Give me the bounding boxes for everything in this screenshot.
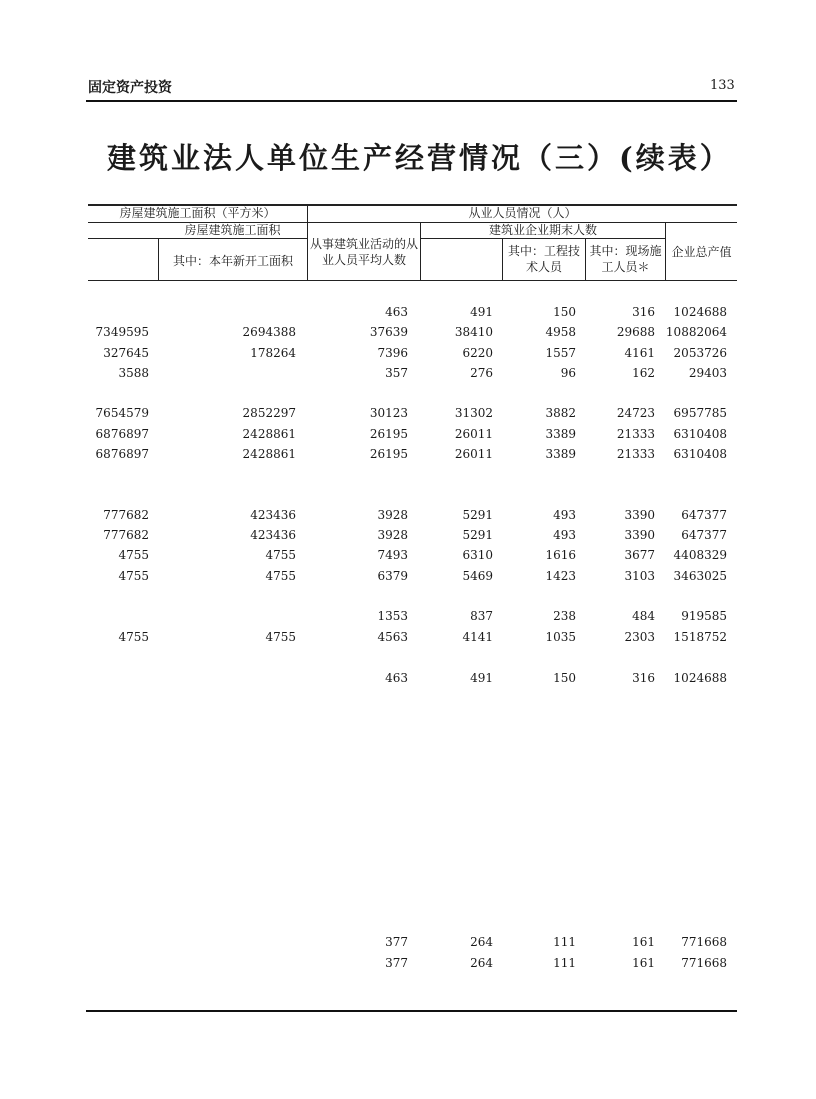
table-cell: 38410 — [454, 325, 493, 339]
table-cell: 150 — [553, 671, 576, 685]
table-cell: 4141 — [462, 630, 493, 644]
table-cell: 3677 — [624, 548, 655, 562]
table-cell: 2428861 — [242, 427, 296, 441]
table-cell: 647377 — [681, 528, 727, 542]
table-cell: 29403 — [688, 366, 727, 380]
table-cell: 4563 — [377, 630, 408, 644]
table-cell: 7493 — [377, 548, 408, 562]
table-cell: 316 — [632, 305, 655, 319]
table-cell: 2694388 — [242, 325, 296, 339]
table-cell: 5291 — [462, 528, 493, 542]
table-cell: 771668 — [681, 956, 727, 970]
table-cell: 837 — [470, 609, 493, 623]
section-label: 固定资产投资 — [88, 80, 172, 96]
table-cell: 6310 — [462, 548, 493, 562]
table-cell: 1024688 — [673, 671, 727, 685]
table-cell: 10882064 — [665, 325, 727, 339]
table-cell: 4755 — [118, 548, 149, 562]
table-cell: 21333 — [616, 447, 655, 461]
table-cell: 4755 — [118, 569, 149, 583]
table-cell: 377 — [385, 956, 408, 970]
table-cell: 111 — [553, 935, 576, 949]
table-cell: 6876897 — [95, 427, 149, 441]
table-cell: 423436 — [250, 528, 296, 542]
table-cell: 6957785 — [673, 406, 727, 420]
table-cell: 1353 — [377, 609, 408, 623]
table-cell: 327645 — [103, 346, 149, 360]
table-cell: 423436 — [250, 508, 296, 522]
table-cell: 276 — [470, 366, 493, 380]
table-cell: 491 — [470, 305, 493, 319]
table-cell: 4161 — [624, 346, 655, 360]
table-cell: 150 — [553, 305, 576, 319]
table-cell: 357 — [385, 366, 408, 380]
table-cell: 26195 — [369, 427, 408, 441]
table-cell: 238 — [553, 609, 576, 623]
column-divider — [585, 238, 586, 281]
footer-rule — [86, 1010, 737, 1012]
table-cell: 26011 — [454, 427, 493, 441]
table-cell: 6310408 — [673, 447, 727, 461]
table-cell: 26195 — [369, 447, 408, 461]
table-cell: 111 — [553, 956, 576, 970]
table-cell: 3103 — [624, 569, 655, 583]
table-cell: 777682 — [103, 528, 149, 542]
table-cell: 4755 — [265, 548, 296, 562]
table-cell: 316 — [632, 671, 655, 685]
table-cell: 491 — [470, 671, 493, 685]
header-engineers: 其中：工程技术人员 — [507, 244, 580, 274]
table-cell: 3928 — [377, 528, 408, 542]
table-cell: 493 — [553, 528, 576, 542]
table-cell: 2428861 — [242, 447, 296, 461]
table-cell: 4755 — [265, 569, 296, 583]
table-cell: 26011 — [454, 447, 493, 461]
table-cell: 647377 — [681, 508, 727, 522]
table-cell: 2053726 — [673, 346, 727, 360]
table-cell: 5469 — [462, 569, 493, 583]
table-cell: 161 — [632, 935, 655, 949]
table-cell: 484 — [632, 609, 655, 623]
header-staff-end: 建筑业企业期末人数 — [488, 223, 597, 237]
table-cell: 3389 — [545, 447, 576, 461]
table-cell: 3882 — [545, 406, 576, 420]
table-cell: 264 — [470, 935, 493, 949]
table-cell: 31302 — [454, 406, 493, 420]
table-cell: 6379 — [377, 569, 408, 583]
header-staff-avg: 从事建筑业活动的从业人员平均人数 — [309, 237, 418, 267]
table-cell: 264 — [470, 956, 493, 970]
table-cell: 4958 — [545, 325, 576, 339]
column-divider — [502, 238, 503, 281]
table-cell: 5291 — [462, 508, 493, 522]
table-cell: 463 — [385, 671, 408, 685]
header-area-new: 其中：本年新开工面积 — [172, 254, 293, 268]
table-cell: 3928 — [377, 508, 408, 522]
table-cell: 4755 — [265, 630, 296, 644]
table-cell: 3390 — [624, 528, 655, 542]
table-cell: 4755 — [118, 630, 149, 644]
table-cell: 178264 — [250, 346, 296, 360]
header-area: 房屋建筑施工面积 — [184, 223, 281, 237]
header-bottom-rule — [88, 280, 737, 281]
header-divider — [420, 238, 665, 239]
table-cell: 29688 — [616, 325, 655, 339]
header-rule — [86, 100, 737, 102]
table-cell: 3389 — [545, 427, 576, 441]
table-cell: 3588 — [118, 366, 149, 380]
table-cell: 37639 — [369, 325, 408, 339]
table-cell: 2852297 — [242, 406, 296, 420]
table-cell: 96 — [560, 366, 576, 380]
header-site-workers: 其中：现场施工人员＊ — [589, 244, 662, 274]
header-divider — [88, 238, 307, 239]
table-cell: 4408329 — [673, 548, 727, 562]
table-cell: 463 — [385, 305, 408, 319]
table-cell: 493 — [553, 508, 576, 522]
table-cell: 30123 — [369, 406, 408, 420]
table-cell: 1616 — [545, 548, 576, 562]
table-cell: 3390 — [624, 508, 655, 522]
column-divider — [158, 238, 159, 281]
table-cell: 7396 — [377, 346, 408, 360]
table-cell: 1035 — [545, 630, 576, 644]
table-cell: 377 — [385, 935, 408, 949]
table-cell: 7654579 — [95, 406, 149, 420]
table-cell: 919585 — [681, 609, 727, 623]
table-cell: 777682 — [103, 508, 149, 522]
table-cell: 1518752 — [673, 630, 727, 644]
table-cell: 24723 — [616, 406, 655, 420]
page-number: 133 — [710, 78, 735, 93]
table-cell: 1557 — [545, 346, 576, 360]
header-group-staff: 从业人员情况（人） — [468, 206, 577, 220]
header-group-area: 房屋建筑施工面积（平方米） — [119, 206, 276, 220]
table-cell: 1024688 — [673, 305, 727, 319]
table-cell: 21333 — [616, 427, 655, 441]
table-cell: 2303 — [624, 630, 655, 644]
table-cell: 771668 — [681, 935, 727, 949]
table-cell: 1423 — [545, 569, 576, 583]
table-cell: 6310408 — [673, 427, 727, 441]
table-cell: 7349595 — [95, 325, 149, 339]
table-cell: 6876897 — [95, 447, 149, 461]
table-cell: 3463025 — [673, 569, 727, 583]
table-cell: 6220 — [462, 346, 493, 360]
page-title: 建筑业法人单位生产经营情况（三）(续表） — [107, 141, 732, 175]
table-cell: 162 — [632, 366, 655, 380]
table-cell: 161 — [632, 956, 655, 970]
header-total-output: 企业总产值 — [671, 245, 732, 259]
